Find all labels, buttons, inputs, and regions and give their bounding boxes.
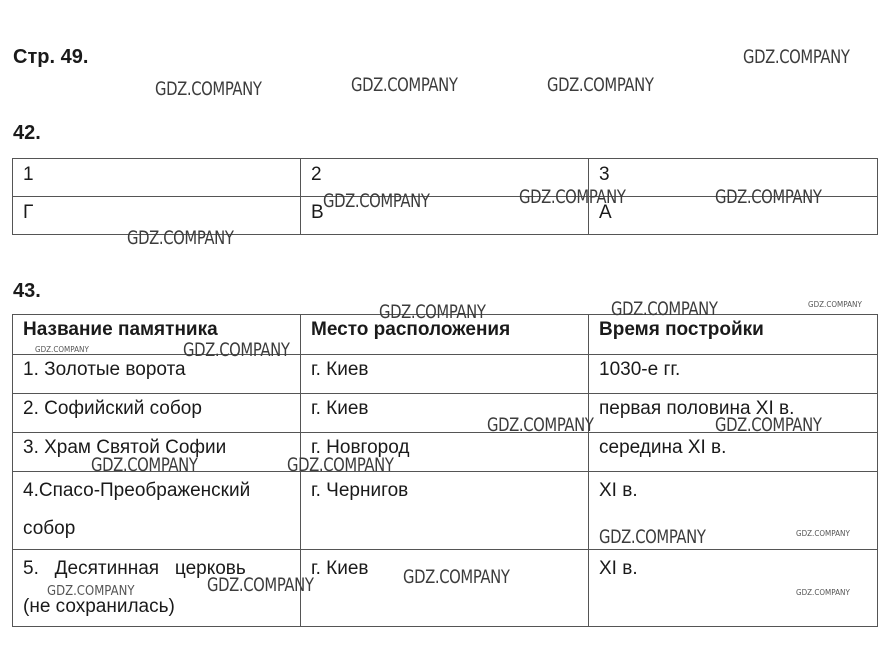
monument-time-cell: первая половина XI в. xyxy=(589,394,878,433)
monument-place-cell: г. Чернигов xyxy=(301,472,589,550)
watermark: GDZ.COMPANY xyxy=(183,339,290,361)
task-42-answer-cell: А xyxy=(589,197,878,235)
watermark: GDZ.COMPANY xyxy=(127,227,234,249)
watermark: GDZ.COMPANY xyxy=(155,78,262,100)
monument-place-cell: г. Киев xyxy=(301,394,589,433)
watermark: GDZ.COMPANY xyxy=(91,454,198,476)
table-header-row xyxy=(13,315,878,355)
column-header-place: Место расположения xyxy=(301,315,589,355)
task-43-monuments-table xyxy=(12,314,878,627)
monument-time-cell: XI в. xyxy=(589,550,878,627)
watermark: GDZ.COMPANY xyxy=(743,46,850,68)
watermark: GDZ.COMPANY xyxy=(47,584,135,599)
watermark: GDZ.COMPANY xyxy=(808,300,862,309)
table-row xyxy=(13,394,878,433)
monument-name-line: (не сохранилась) xyxy=(23,596,175,617)
watermark: GDZ.COMPANY xyxy=(547,74,654,96)
monument-name-line: собор xyxy=(23,518,76,539)
monument-name-cell: 3. Храм Святой Софии xyxy=(13,433,301,472)
monument-name-cell xyxy=(13,472,301,550)
column-header-time: Время постройки xyxy=(589,315,878,355)
table-row xyxy=(13,355,878,394)
table-row xyxy=(13,159,878,197)
watermark: GDZ.COMPANY xyxy=(351,74,458,96)
monument-time-cell: середина XI в. xyxy=(589,433,878,472)
task-42-answer-table xyxy=(12,158,878,235)
monument-name-cell xyxy=(13,550,301,627)
watermark: GDZ.COMPANY xyxy=(379,301,486,323)
monument-name-line: 4.Спасо-Преображенский xyxy=(23,480,251,501)
monument-place-cell: г. Киев xyxy=(301,355,589,394)
page-number-heading: Стр. 49. xyxy=(13,46,89,68)
watermark: GDZ.COMPANY xyxy=(796,529,850,538)
watermark: GDZ.COMPANY xyxy=(207,574,314,596)
monument-name-cell: 2. Софийский собор xyxy=(13,394,301,433)
monument-place-cell: г. Новгород xyxy=(301,433,589,472)
task-43-heading: 43. xyxy=(13,280,41,302)
watermark: GDZ.COMPANY xyxy=(599,526,706,548)
table-row xyxy=(13,550,878,627)
task-42-heading: 42. xyxy=(13,122,41,144)
watermark: GDZ.COMPANY xyxy=(403,566,510,588)
task-42-answer-cell: Г xyxy=(13,197,301,235)
task-42-answer-cell: В xyxy=(301,197,589,235)
watermark: GDZ.COMPANY xyxy=(519,186,626,208)
watermark: GDZ.COMPANY xyxy=(796,588,850,597)
watermark: GDZ.COMPANY xyxy=(715,414,822,436)
watermark: GDZ.COMPANY xyxy=(611,298,718,320)
monument-name-line: 5. Десятинная церковь xyxy=(23,558,246,579)
monument-time-cell: 1030-е гг. xyxy=(589,355,878,394)
table-row xyxy=(13,433,878,472)
table-row xyxy=(13,472,878,550)
monument-place-cell: г. Киев xyxy=(301,550,589,627)
table-row xyxy=(13,197,878,235)
watermark: GDZ.COMPANY xyxy=(487,414,594,436)
task-42-header-cell: 3 xyxy=(589,159,878,197)
task-42-header-cell: 2 xyxy=(301,159,589,197)
watermark: GDZ.COMPANY xyxy=(287,454,394,476)
task-42-header-cell: 1 xyxy=(13,159,301,197)
watermark: GDZ.COMPANY xyxy=(35,345,89,354)
monument-name-cell: 1. Золотые ворота xyxy=(13,355,301,394)
monument-time-cell: XI в. xyxy=(589,472,878,550)
watermark: GDZ.COMPANY xyxy=(323,190,430,212)
watermark: GDZ.COMPANY xyxy=(715,186,822,208)
column-header-name: Название памятника xyxy=(13,315,301,355)
